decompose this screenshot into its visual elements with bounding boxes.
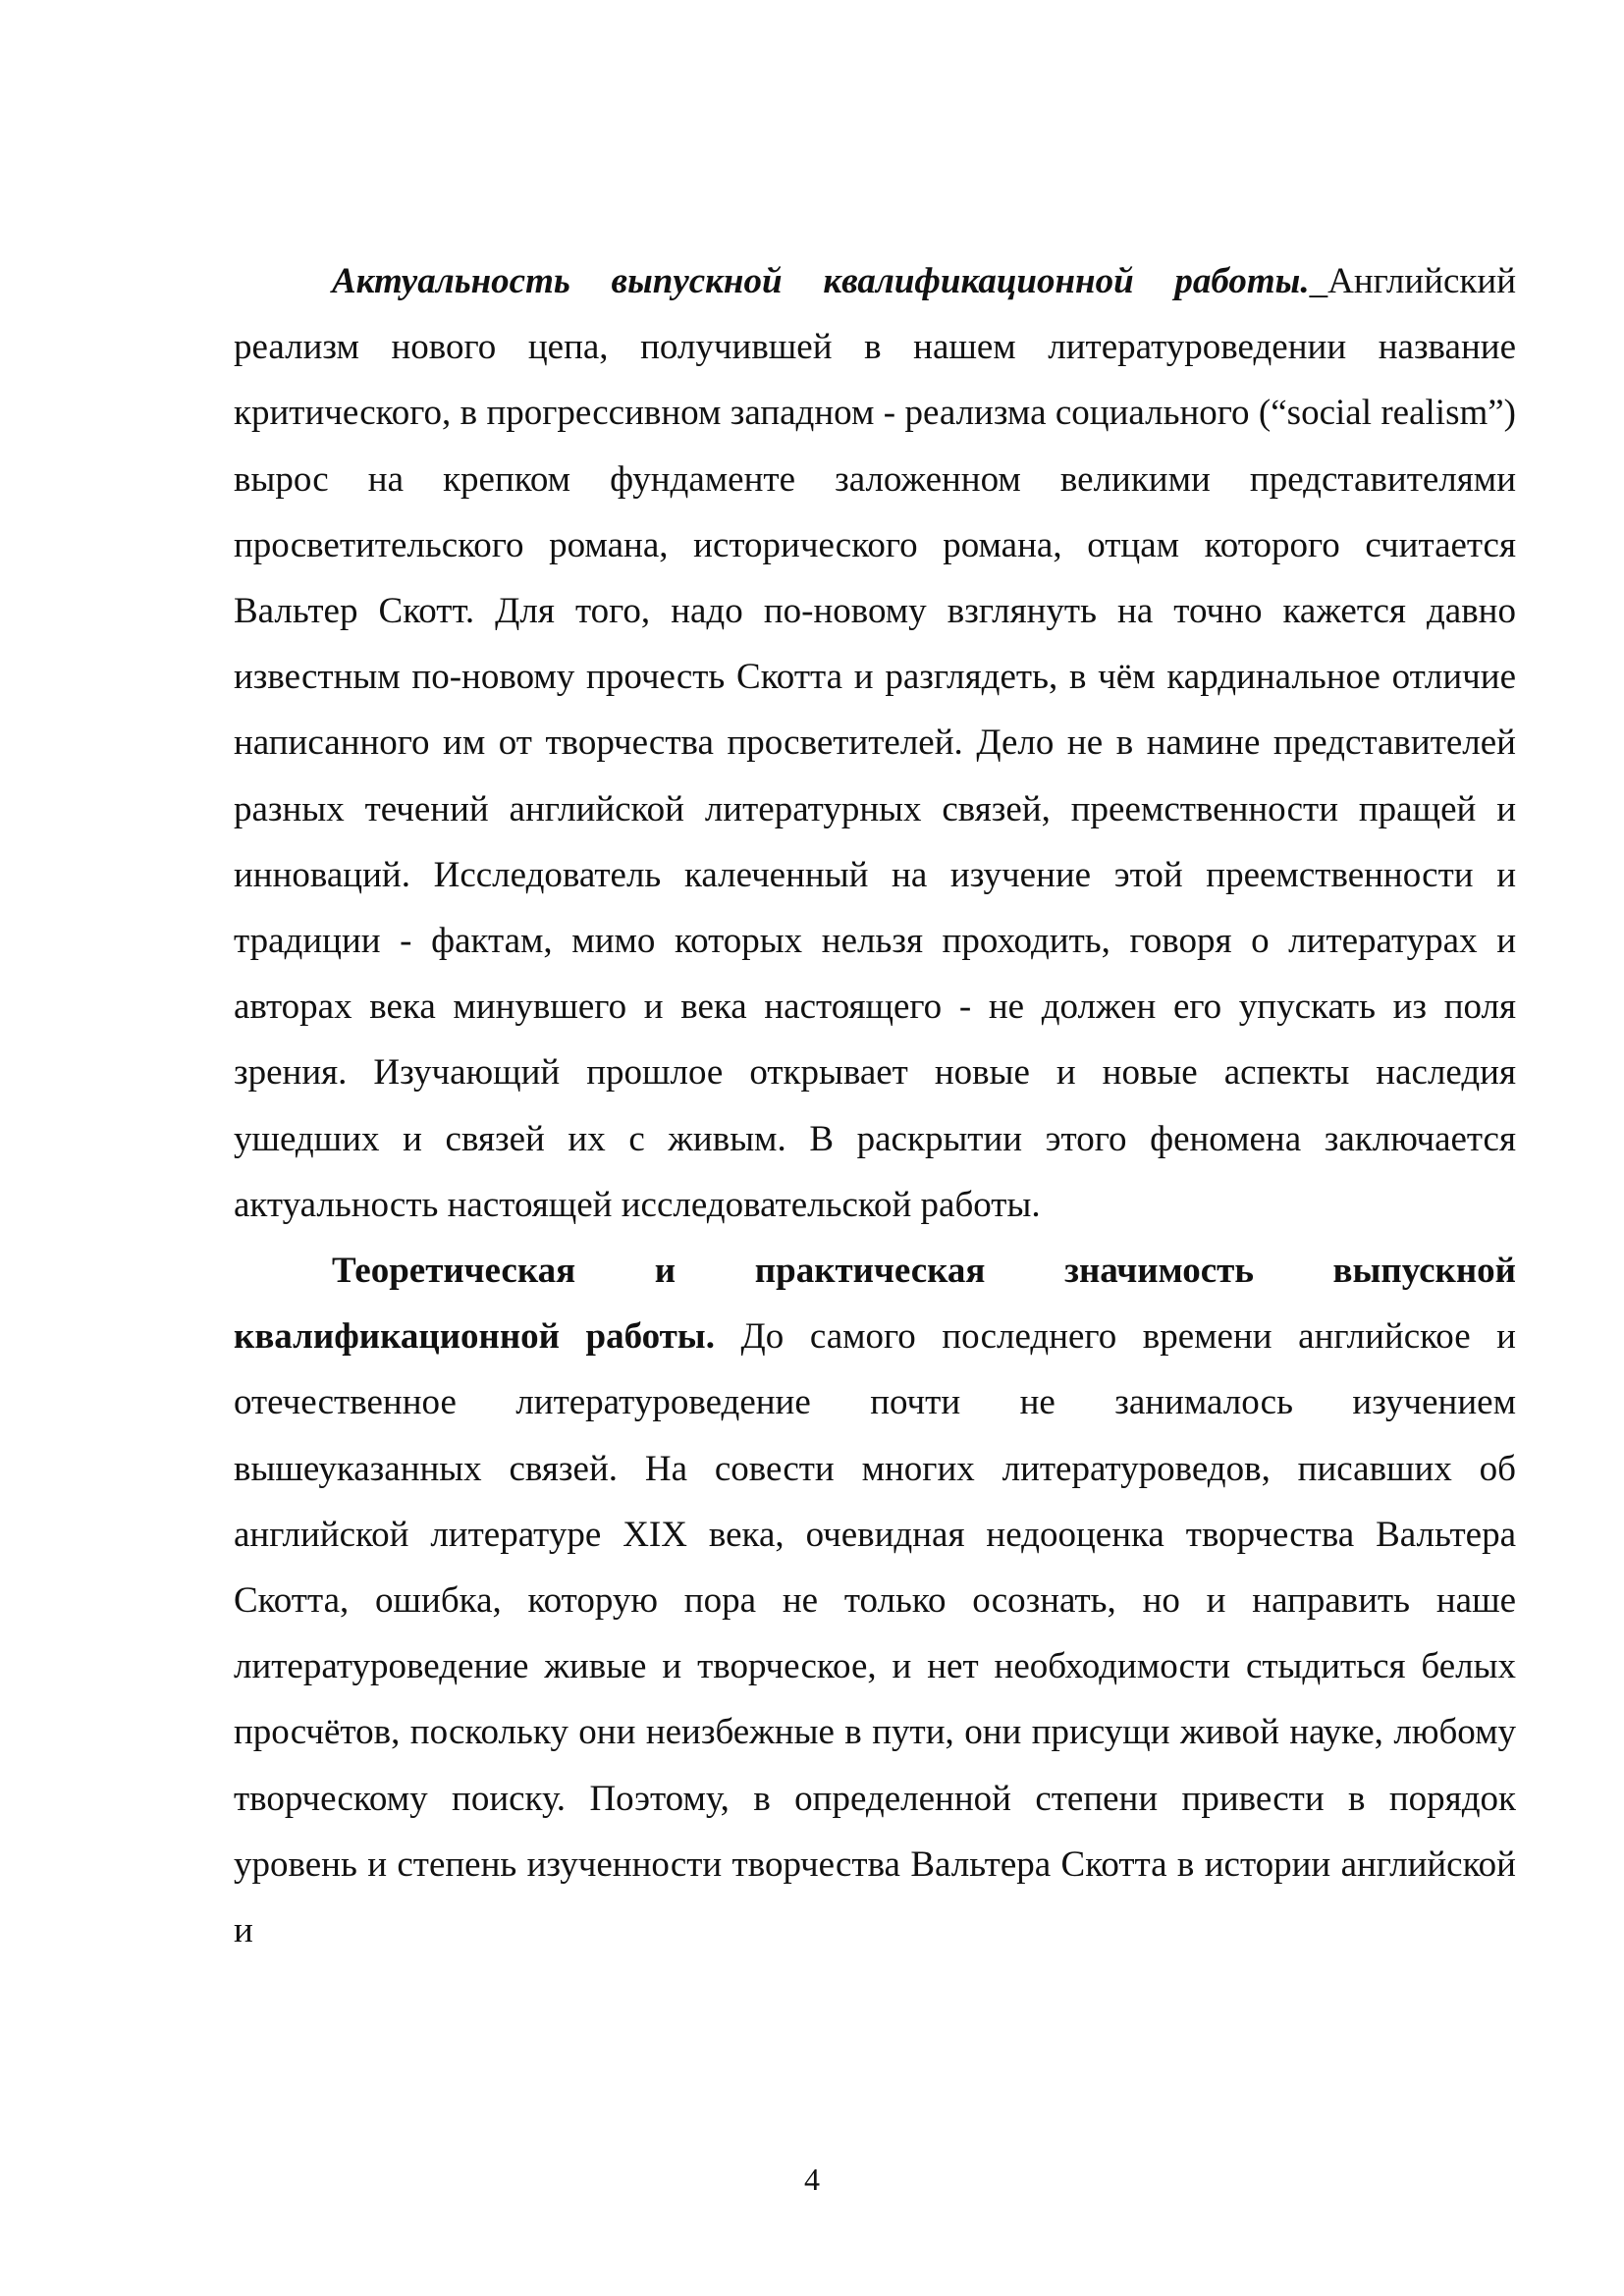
heading-significance: Теоретическая и практическая значимость выпускной квалификационной работы.	[234, 1251, 1516, 1358]
heading-relevance-period: .	[1300, 261, 1310, 301]
paragraph-significance	[234, 1238, 1516, 1963]
page-number: 4	[804, 2162, 820, 2197]
paragraph-significance-text: До самого последнего времени английское и отечественное литературоведение почти не занималось изучением вышеуказанных связей. На совести многих литературоведов, писавших об английской литературе XIX века, очевидная недооценка творчества Вальтера Скотта, ошибка, которую пора не только осознать, но и направить наше литературоведение живые и творческое, и нет необходимости стыдиться белых просчётов, поскольку они неизбежные в пути, они присущи живой науке, любому творческому поиску. Поэтому, в определенной степени привести в порядок уровень и степень изученности творчества Вальтера Скотта в истории английской и	[234, 1316, 1516, 1951]
heading-relevance: Актуальность выпускной квалификационной работы	[332, 261, 1301, 301]
paragraph-relevance	[234, 248, 1516, 1238]
body-text	[234, 248, 1516, 1963]
paragraph-relevance-text: _Английский реализм нового цепа, получившей в нашем литературоведении название критического, в прогрессивном западном - реализма социального (“social realism”) вырос на крепком фундаменте заложенном великими представителями просветительского романа, исторического романа, отцам которого считается Вальтер Скотт. Для того, надо по-новому взглянуть на точно кажется давно известным по-новому прочесть Скотта и разглядеть, в чём кардинальное отличие написанного им от творчества просветителей. Дело не в намине представителей разных течений английской литературных связей, преемственности пращей и инноваций. Исследователь калеченный на изучение этой преемственности и традиции - фактам, мимо которых нельзя проходить, говоря о литературах и авторах века минувшего и века настоящего - не должен его упускать из поля зрения. Изучающий прошлое открывает новые и новые аспекты наследия ушедших и связей их с живым. В раскрытии этого феномена заключается актуальность настоящей исследовательской работы.	[234, 261, 1516, 1225]
